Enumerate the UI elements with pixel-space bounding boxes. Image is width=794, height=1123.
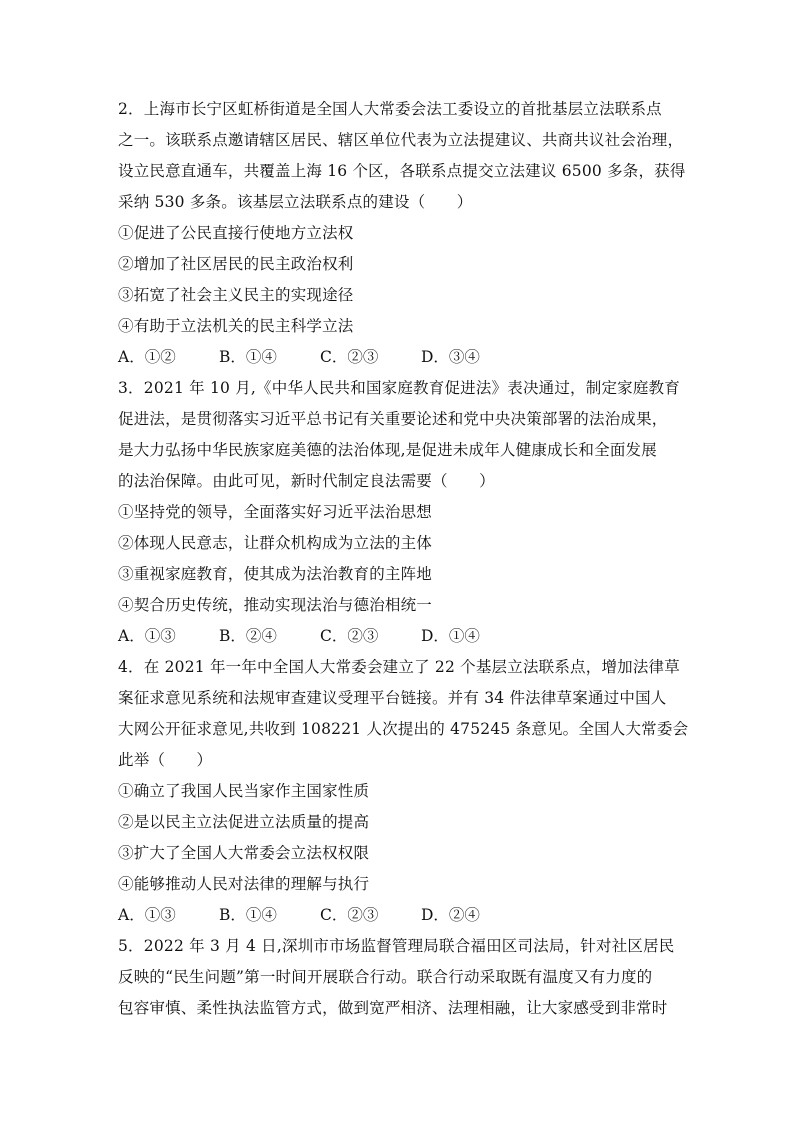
option-d: D．②④ (421, 906, 480, 924)
statement-3: ③扩大了全国人大常委会立法权权限 (118, 844, 370, 862)
answer-options (118, 342, 678, 373)
question-stem-line: 反映的“民生问题”第一时间开展联合行动。联合行动采取既有温度又有力度的 (118, 968, 653, 986)
option-b: B．①④ (219, 906, 277, 924)
statement-2: ②是以民主立法促进立法质量的提高 (118, 813, 370, 831)
question-3 (118, 373, 678, 652)
option-c: C．②③ (320, 906, 379, 924)
question-stem-line: 2．上海市长宁区虹桥街道是全国人大常委会法工委设立的首批基层立法联系点 (118, 100, 662, 118)
option-b: B．②④ (219, 627, 277, 645)
question-2 (118, 94, 686, 373)
question-stem-line: 采纳 530 多条。该基层立法联系点的建设（ ） (118, 193, 473, 211)
statement-1: ①确立了我国人民当家作主国家性质 (118, 782, 370, 800)
question-stem-line: 是大力弘扬中华民族家庭美德的法治体现,是促进未成年人健康成长和全面发展 (118, 441, 657, 459)
question-stem-line: 3．2021 年 10 月,《中华人民共和国家庭教育促进法》表决通过，制定家庭教育 (118, 379, 680, 397)
option-b: B．①④ (219, 348, 277, 366)
statement-1: ①坚持党的领导，全面落实好习近平法治思想 (118, 503, 433, 521)
question-stem-line: 包容审慎、柔性执法监管方式，做到宽严相济、法理相融，让大家感受到非常时 (118, 999, 668, 1017)
option-c: C．②③ (320, 627, 379, 645)
question-stem-line: 5．2022 年 3 月 4 日,深圳市市场监督管理局联合福田区司法局，针对社区居民 (118, 937, 675, 955)
answer-options (118, 621, 678, 652)
option-c: C．②③ (320, 348, 379, 366)
question-stem-line: 大网公开征求意见,共收到 108221 人次提出的 475245 条意见。全国人大常委会 (118, 720, 689, 738)
question-stem-line: 4．在 2021 年一年中全国人大常委会建立了 22 个基层立法联系点，增加法律草 (118, 658, 680, 676)
statement-1: ①促进了公民直接行使地方立法权 (118, 224, 354, 242)
statement-3: ③重视家庭教育，使其成为法治教育的主阵地 (118, 565, 433, 583)
option-d: D．③④ (421, 348, 480, 366)
statement-4: ④有助于立法机关的民主科学立法 (118, 317, 354, 335)
option-d: D．①④ (421, 627, 480, 645)
question-stem-line: 的法治保障。由此可见，新时代制定良法需要（ ） (118, 472, 495, 490)
statement-2: ②体现人民意志，让群众机构成为立法的主体 (118, 534, 433, 552)
question-list (118, 94, 689, 1024)
question-stem-line: 之一。该联系点邀请辖区居民、辖区单位代表为立法提建议、共商共议社会治理， (118, 131, 684, 149)
question-5 (118, 931, 678, 1024)
question-stem-line: 案征求意见系统和法规审查建议受理平台链接。并有 34 件法律草案通过中国人 (118, 689, 667, 707)
question-4 (118, 652, 689, 931)
question-stem-line: 设立民意直通车，共覆盖上海 16 个区，各联系点提交立法建议 6500 多条，获得 (118, 162, 686, 180)
option-a: A．①② (118, 348, 176, 366)
statement-4: ④能够推动人民对法律的理解与执行 (118, 875, 370, 893)
statement-4: ④契合历史传统，推动实现法治与德治相统一 (118, 596, 433, 614)
option-a: A．①③ (118, 906, 176, 924)
option-a: A．①③ (118, 627, 176, 645)
statement-2: ②增加了社区居民的民主政治权利 (118, 255, 354, 273)
question-stem-line: 促进法，是贯彻落实习近平总书记有关重要论述和党中央决策部署的法治成果， (118, 410, 668, 428)
statement-3: ③拓宽了社会主义民主的实现途径 (118, 286, 354, 304)
question-stem-line: 此举（ ） (118, 751, 213, 769)
answer-options (118, 900, 678, 931)
